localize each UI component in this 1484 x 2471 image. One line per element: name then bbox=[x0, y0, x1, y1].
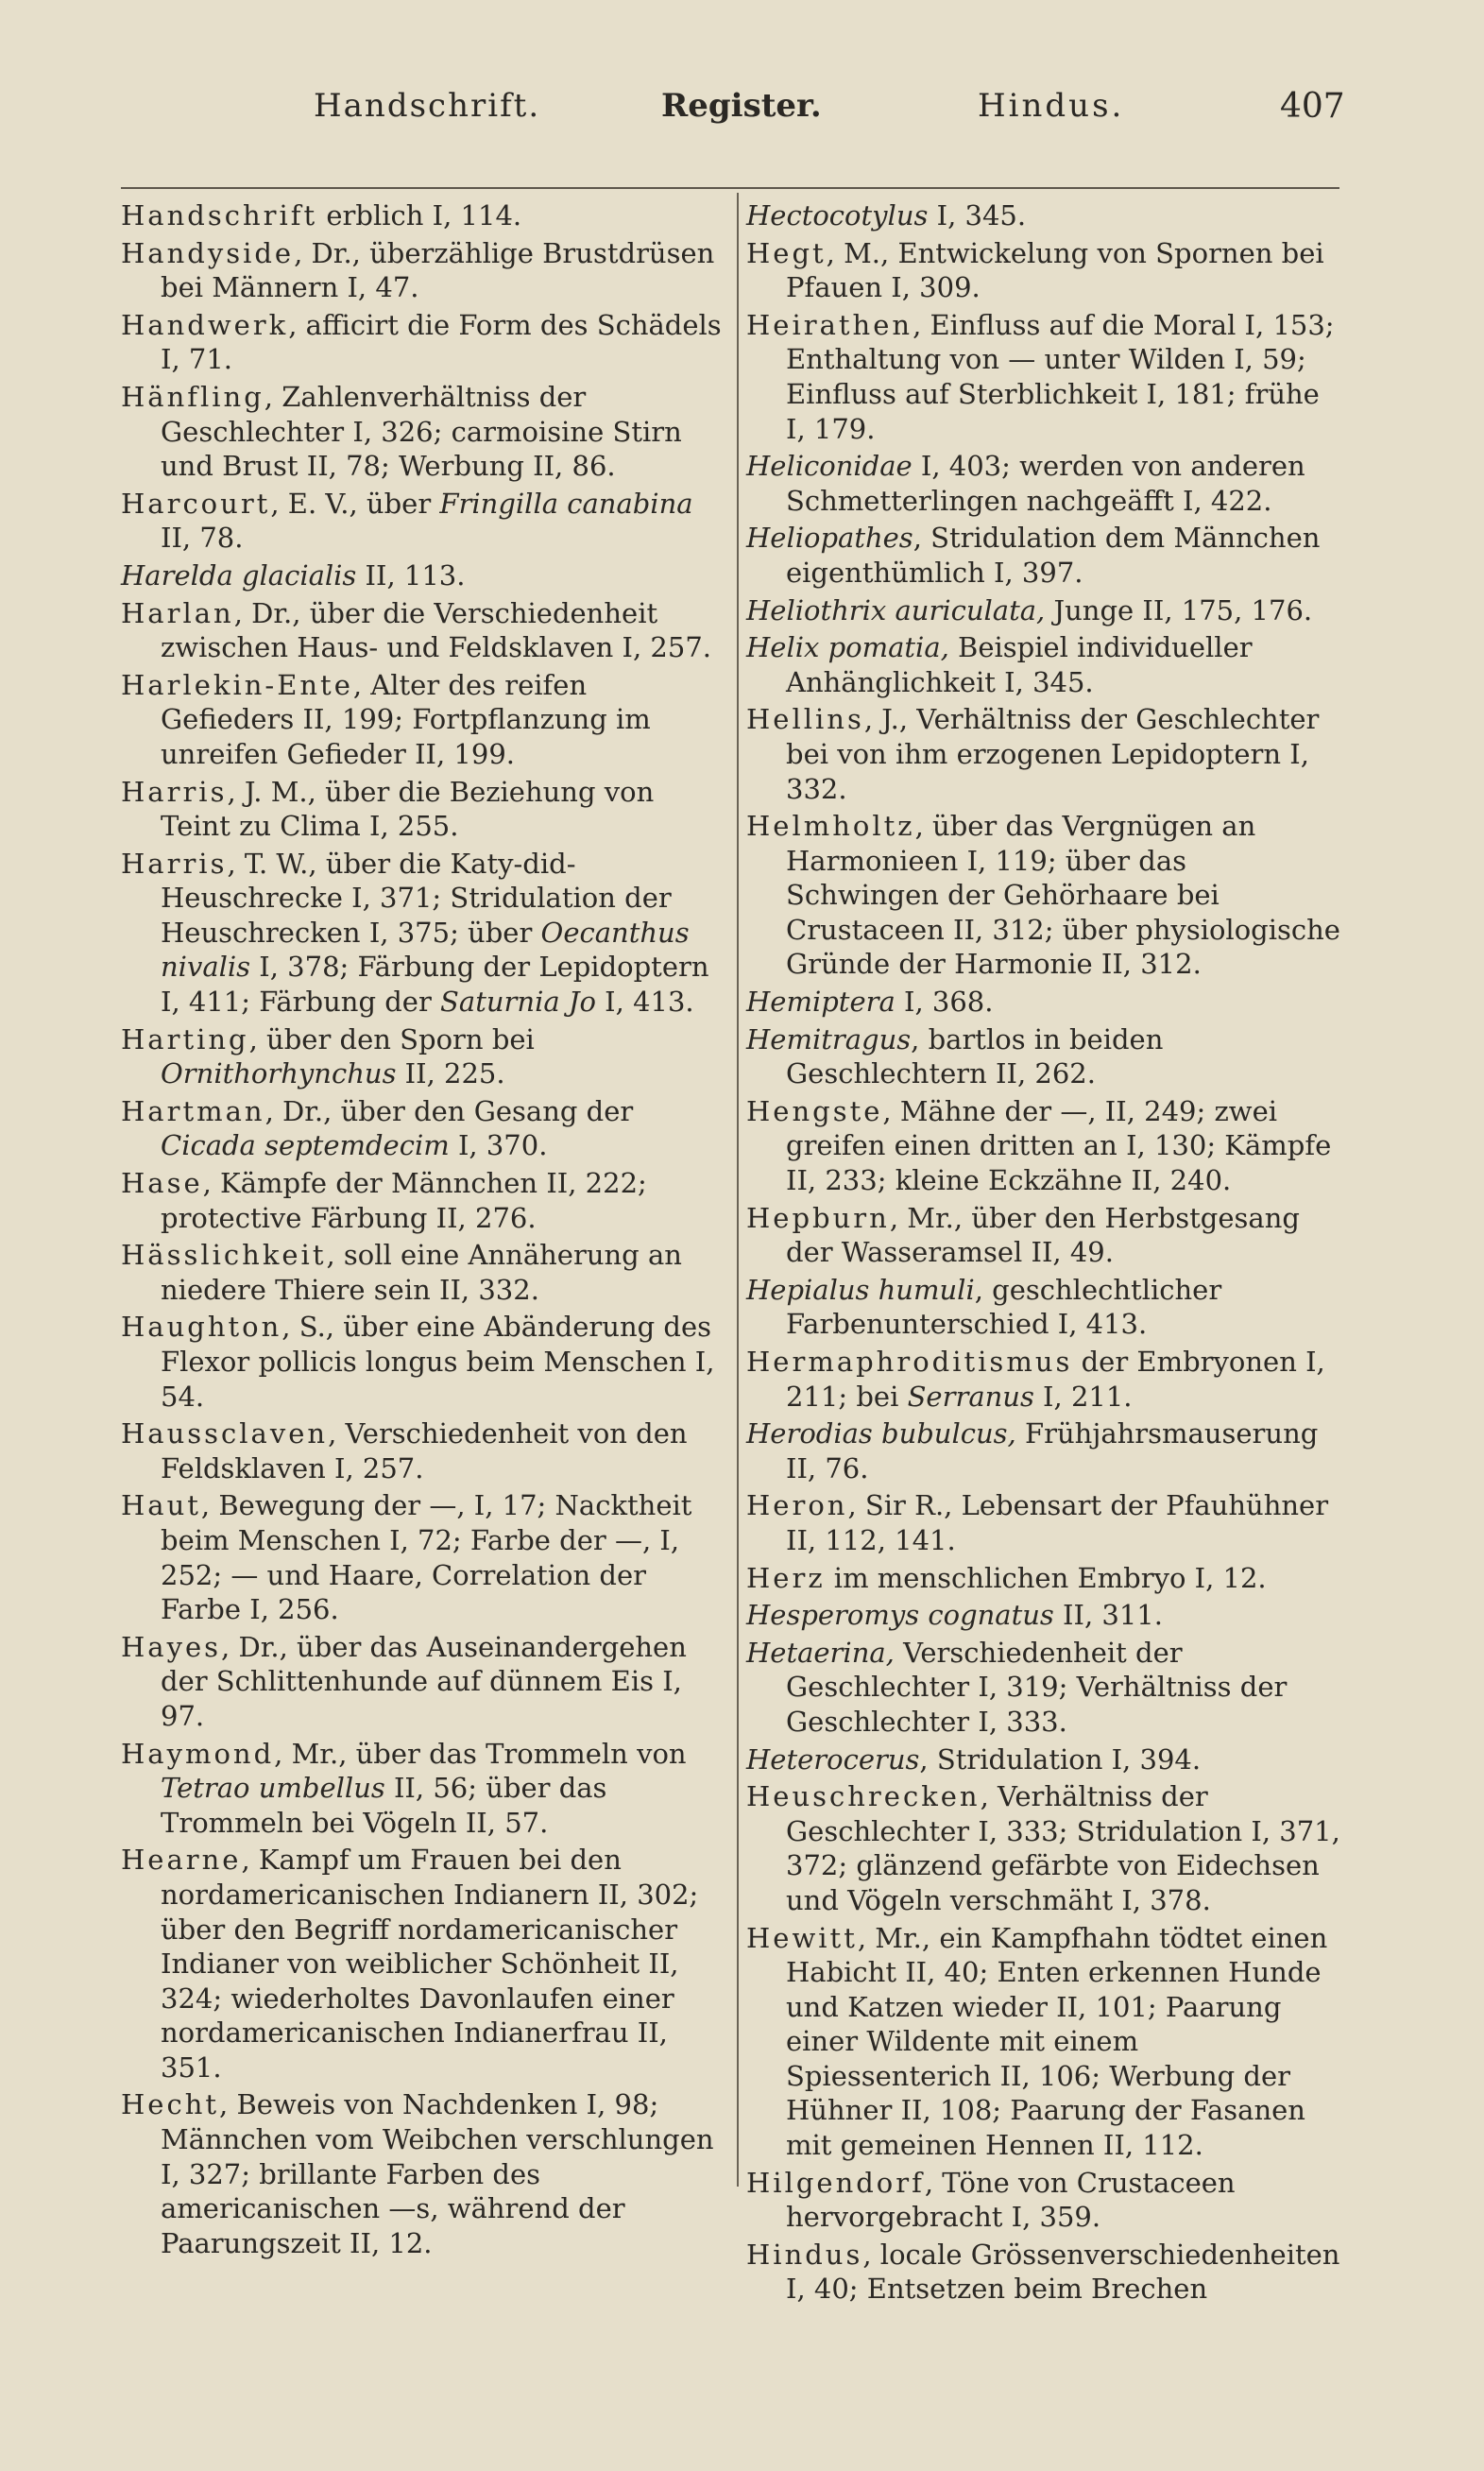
index-entry bbox=[121, 1310, 725, 1414]
index-entry bbox=[746, 308, 1343, 446]
entry-headword: Hemiptera bbox=[746, 986, 896, 1019]
entry-headword: Herz bbox=[746, 1561, 826, 1594]
entry-text: I, 403; werden von anderen Schmetterlingen nachgeäfft I, 422. bbox=[786, 450, 1305, 517]
entry-headword: Haymond bbox=[121, 1737, 275, 1770]
entry-headword: Harelda glacialis bbox=[121, 558, 357, 592]
entry-headword: Hayes bbox=[121, 1630, 222, 1663]
entry-text: , afficirt die Form des Schädels I, 71. bbox=[161, 308, 722, 376]
index-entry bbox=[746, 1636, 1343, 1740]
entry-text: , M., Entwickelung von Spornen bei Pfauen I, 309. bbox=[786, 236, 1324, 304]
index-entry bbox=[121, 308, 725, 377]
entry-headword: Harris bbox=[121, 775, 228, 808]
index-entry bbox=[746, 1742, 1343, 1777]
entry-text: I, 345. bbox=[928, 199, 1027, 232]
index-entry bbox=[746, 1345, 1343, 1414]
entry-italic-term: Oecanthus nivalis bbox=[161, 916, 690, 984]
index-entry bbox=[746, 702, 1343, 806]
index-entry bbox=[746, 1416, 1343, 1485]
entry-text: , Zahlenverhältniss der Geschlechter I, 326; carmoisine Stirn und Brust II, 78; Werbung II, 86. bbox=[161, 380, 682, 483]
index-entry bbox=[746, 2166, 1343, 2235]
entry-text: im menschlichen Embryo I, 12. bbox=[825, 1561, 1267, 1594]
index-entry bbox=[746, 236, 1343, 305]
entry-text: I, 370. bbox=[449, 1129, 548, 1162]
entry-text: erblich I, 114. bbox=[317, 199, 522, 232]
entry-italic-term: Serranus bbox=[907, 1380, 1034, 1413]
column-divider bbox=[737, 193, 739, 2187]
index-entry bbox=[121, 487, 725, 556]
entry-text: , locale Grössenverschiedenheiten I, 40; Entsetzen beim Brechen bbox=[786, 2238, 1340, 2306]
entry-text: , Stridulation I, 394. bbox=[919, 1742, 1202, 1776]
entry-text: , Alter des reifen Gefieders II, 199; Fortpflanzung im unreifen Gefieder II, 199. bbox=[161, 668, 651, 770]
entry-headword: Handschrift bbox=[121, 199, 318, 232]
index-entry bbox=[746, 1779, 1343, 1917]
entry-headword: Harcourt bbox=[121, 487, 271, 520]
entry-italic-term: Ornithorhynchus bbox=[161, 1057, 397, 1090]
entry-text: I, 368. bbox=[895, 986, 994, 1019]
entry-text: Frühjahrsmauserung II, 76. bbox=[786, 1417, 1319, 1484]
index-entry bbox=[746, 1201, 1343, 1270]
header-title: Register. bbox=[661, 87, 822, 125]
entry-headword: Heterocerus bbox=[746, 1742, 920, 1776]
entry-text: , E. V., über bbox=[270, 487, 440, 520]
entry-text: Beispiel individueller Anhänglichkeit I, 345. bbox=[786, 631, 1253, 698]
index-entry bbox=[746, 198, 1343, 233]
entry-text: , bartlos in beiden Geschlechtern II, 262. bbox=[786, 1022, 1164, 1090]
entry-text: , Kämpfe der Männchen II, 222; protective Färbung II, 276. bbox=[161, 1167, 647, 1234]
index-entry bbox=[746, 1488, 1343, 1557]
entry-text: , Mähne der —, II, 249; zwei greifen einen dritten an I, 130; Kämpfe II, 233; kleine Eckzähne II, 240. bbox=[786, 1094, 1332, 1197]
index-entry bbox=[121, 1166, 725, 1235]
entry-headword: Hesperomys cognatus bbox=[746, 1599, 1054, 1632]
index-entry bbox=[121, 236, 725, 305]
entry-text: , Dr., überzählige Brustdrüsen bei Männern I, 47. bbox=[161, 236, 715, 304]
entry-headword: Hartman bbox=[121, 1094, 265, 1127]
index-entry bbox=[746, 449, 1343, 518]
running-head bbox=[0, 87, 1484, 134]
entry-text: I, 211. bbox=[1033, 1380, 1133, 1413]
entry-headword: Harting bbox=[121, 1022, 249, 1055]
entry-headword: Hänfling bbox=[121, 380, 264, 413]
entry-headword: Heirathen bbox=[746, 308, 913, 341]
entry-text: , Töne von Crustaceen hervorgebracht I, 359. bbox=[786, 2166, 1236, 2234]
index-entry bbox=[121, 1416, 725, 1485]
entry-text: , Mr., über den Herbstgesang der Wasseramsel II, 49. bbox=[786, 1201, 1300, 1269]
entry-headword: Hectocotylus bbox=[746, 199, 929, 232]
index-entry bbox=[121, 380, 725, 484]
entry-headword: Handyside bbox=[121, 236, 295, 269]
entry-text: , Bewegung der —, I, 17; Nacktheit beim Menschen I, 72; Farbe der —, I, 252; — und Haare, Correlation der Farbe I, 256. bbox=[161, 1489, 692, 1626]
entry-headword: Hemitragus bbox=[746, 1022, 912, 1055]
entry-headword: Harlekin-Ente bbox=[121, 668, 353, 701]
entry-text: Junge II, 175, 176. bbox=[1045, 593, 1313, 626]
index-entry bbox=[121, 198, 725, 233]
entry-text: , geschlechtlicher Farbenunterschied I, 413. bbox=[786, 1273, 1222, 1341]
entry-headword: Heliconidae bbox=[746, 450, 913, 483]
entry-headword: Heliopathes bbox=[746, 522, 913, 555]
index-entry bbox=[121, 1488, 725, 1626]
index-entry bbox=[746, 1094, 1343, 1198]
index-entry bbox=[121, 775, 725, 844]
entry-text: , Mr., ein Kampfhahn tödtet einen Habicht II, 40; Enten erkennen Hunde und Katzen wieder II, 101; Paarung einer Wildente mit einem Spiessenterich II, 106; Werbung der Hühner II, 108; Paarung der Fasanen mit gemeinen Hennen II, 112. bbox=[786, 1921, 1328, 2162]
entry-italic-term: Tetrao umbellus bbox=[161, 1772, 385, 1805]
entry-headword: Hellins bbox=[746, 703, 864, 736]
entry-text: , Dr., über den Gesang der bbox=[264, 1094, 634, 1127]
entry-italic-term: Fringilla canabina bbox=[439, 487, 693, 520]
entry-headword: Hecht bbox=[121, 2088, 220, 2121]
page-number: 407 bbox=[1280, 87, 1345, 126]
entry-headword: Hengste bbox=[746, 1094, 883, 1127]
entry-headword: Hilgendorf bbox=[746, 2166, 925, 2199]
entry-text: der Embryonen I, 211; bei bbox=[786, 1346, 1325, 1413]
entry-text: , S., über eine Abänderung des Flexor pollicis longus beim Menschen I, 54. bbox=[161, 1311, 715, 1413]
entry-headword: Hegt bbox=[746, 236, 827, 269]
entry-text: , Beweis von Nachdenken I, 98; Männchen vom Weibchen verschlungen I, 327; brillante Farben des americanischen —s, während der Paarungszeit II, 12. bbox=[161, 2088, 714, 2259]
entry-headword: Hindus bbox=[746, 2238, 863, 2271]
entry-text: , Kampf um Frauen bei den nordamericanischen Indianern II, 302; über den Begriff nordamericanischer Indianer von weiblicher Schönheit II, 324; wiederholtes Davonlaufen einer nordamericanischen Indianerfrau II, 351. bbox=[161, 1844, 699, 2084]
entry-headword: Handwerk bbox=[121, 308, 289, 341]
entry-text: , Sir R., Lebensart der Pfauhühner II, 112, 141. bbox=[786, 1489, 1329, 1556]
index-entry bbox=[746, 1598, 1343, 1633]
entry-text: , Verhältniss der Geschlechter I, 333; Stridulation I, 371, 372; glänzend gefärbte von Eidechsen und Vögeln verschmäht I, 378. bbox=[786, 1780, 1340, 1916]
entry-headword: Hetaerina, bbox=[746, 1636, 895, 1669]
entry-text: II, 56; über das Trommeln bei Vögeln II, 57. bbox=[161, 1772, 607, 1839]
index-entry bbox=[121, 596, 725, 665]
entry-text: , T. W., über die Katy-did-Heuschrecke I, 371; Stridulation der Heuschrecken I, 375; über bbox=[161, 847, 672, 949]
entry-headword: Heron bbox=[746, 1489, 848, 1522]
index-entry bbox=[121, 1843, 725, 2085]
entry-headword: Haughton bbox=[121, 1311, 282, 1344]
index-entry bbox=[746, 2238, 1343, 2307]
entry-text: , Einfluss auf die Moral I, 153; Enthaltung von — unter Wilden I, 59; Einfluss auf Sterblichkeit I, 181; frühe I, 179. bbox=[786, 308, 1335, 445]
index-entry bbox=[121, 1094, 725, 1163]
entry-text: , Dr., über die Verschiedenheit zwischen Haus- und Feldsklaven I, 257. bbox=[161, 596, 711, 664]
index-entry bbox=[121, 1238, 725, 1307]
entry-headword: Hermaphroditismus bbox=[746, 1346, 1073, 1378]
entry-italic-term: Cicada septemdecim bbox=[161, 1129, 450, 1162]
index-entry bbox=[746, 1921, 1343, 2163]
entry-headword: Harlan bbox=[121, 596, 234, 629]
index-entry bbox=[746, 630, 1343, 699]
entry-text: , J. M., über die Beziehung von Teint zu Clima I, 255. bbox=[161, 775, 655, 843]
index-entry bbox=[121, 847, 725, 1020]
entry-text: , über das Vergnügen an Harmonieen I, 119; über das Schwingen der Gehörhaare bei Crustaceen II, 312; über physiologische Gründe der Harmonie II, 312. bbox=[786, 810, 1340, 981]
index-entry bbox=[746, 1273, 1343, 1342]
entry-headword: Hewitt bbox=[746, 1921, 858, 1954]
entry-headword: Heliothrix auriculata, bbox=[746, 593, 1046, 626]
header-rule bbox=[121, 187, 1339, 189]
entry-headword: Heuschrecken bbox=[746, 1780, 981, 1813]
index-entry bbox=[746, 809, 1343, 982]
index-entry bbox=[121, 2087, 725, 2260]
entry-text: II, 225. bbox=[396, 1057, 505, 1090]
index-entry bbox=[121, 1737, 725, 1841]
entry-text: , soll eine Annäherung an niedere Thiere sein II, 332. bbox=[161, 1239, 682, 1306]
entry-text: , J., Verhältniss der Geschlechter bei von ihm erzogenen Lepidoptern I, 332. bbox=[786, 703, 1320, 805]
index-entry bbox=[746, 1561, 1343, 1596]
entry-text: I, 378; Färbung der Lepidoptern I, 411; Färbung der bbox=[161, 951, 709, 1019]
index-entry bbox=[121, 668, 725, 772]
index-column-left bbox=[121, 198, 725, 2263]
entry-text: , Verschiedenheit von den Feldsklaven I, 257. bbox=[161, 1417, 688, 1484]
entry-headword: Helmholtz bbox=[746, 810, 915, 843]
index-entry bbox=[746, 1022, 1343, 1091]
header-left-catchword: Handschrift. bbox=[314, 87, 541, 125]
entry-text: , Dr., über das Auseinandergehen der Schlittenhunde auf dünnem Eis I, 97. bbox=[161, 1630, 687, 1732]
entry-text: I, 413. bbox=[595, 986, 694, 1019]
entry-headword: Hepburn bbox=[746, 1201, 890, 1234]
index-column-right bbox=[746, 198, 1343, 2309]
entry-headword: Herodias bubulcus, bbox=[746, 1417, 1016, 1450]
entry-text: , über den Sporn bei bbox=[248, 1022, 535, 1055]
entry-text: Verschiedenheit der Geschlechter I, 319; Verhältniss der Geschlechter I, 333. bbox=[786, 1636, 1288, 1738]
entry-text: , Mr., über das Trommeln von bbox=[274, 1737, 687, 1770]
entry-text: II, 311. bbox=[1053, 1599, 1163, 1632]
entry-headword: Hase bbox=[121, 1167, 203, 1200]
entry-headword: Haussclaven bbox=[121, 1417, 329, 1450]
header-right-catchword: Hindus. bbox=[978, 87, 1125, 125]
index-entry bbox=[746, 593, 1343, 628]
entry-headword: Hässlichkeit bbox=[121, 1239, 327, 1272]
entry-text: , Stridulation dem Männchen eigenthümlich I, 397. bbox=[786, 522, 1321, 589]
index-entry bbox=[121, 1630, 725, 1734]
index-entry bbox=[121, 558, 725, 593]
index-entry bbox=[746, 521, 1343, 590]
entry-headword: Hepialus humuli bbox=[746, 1273, 975, 1306]
entry-headword: Hearne bbox=[121, 1844, 242, 1877]
entry-text: II, 113. bbox=[356, 558, 466, 592]
entry-headword: Haut bbox=[121, 1489, 201, 1522]
index-entry bbox=[121, 1022, 725, 1091]
entry-italic-term: Saturnia Jo bbox=[440, 986, 596, 1019]
entry-text: II, 78. bbox=[161, 522, 244, 555]
index-entry bbox=[746, 985, 1343, 1020]
entry-headword: Helix pomatia, bbox=[746, 631, 949, 664]
entry-headword: Harris bbox=[121, 847, 228, 880]
